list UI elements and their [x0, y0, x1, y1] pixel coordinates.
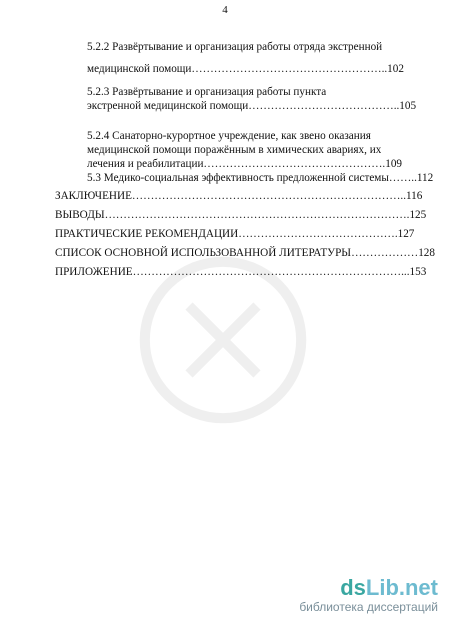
toc-line: 5.2.2 Развёртывание и организация работы отряда экстренной — [87, 41, 383, 53]
toc-line: 5.2.4 Санаторно-курортное учреждение, как звено оказания — [87, 130, 371, 142]
watermark-icon — [138, 255, 308, 425]
toc-line: экстренной медицинской помощи…………………………………..105 — [87, 100, 417, 112]
toc-line: ПРИЛОЖЕНИЕ………………………………………………………………...153 — [55, 266, 427, 278]
toc-line: ПРАКТИЧЕСКИЕ РЕКОМЕНДАЦИИ…………………………………….127 — [55, 228, 415, 240]
toc-line: медицинской помощи поражённым в химических авариях, их — [87, 144, 382, 156]
dslib-logo[interactable] — [299, 577, 438, 614]
toc-line: СПИСОК ОСНОВНОЙ ИСПОЛЬЗОВАННОЙ ЛИТЕРАТУРЫ………………128 — [55, 247, 435, 259]
toc-line: медицинской помощи……………………………………………..102 — [87, 63, 404, 75]
toc-line: 5.3 Медико-социальная эффективность предложенной системы……..112 — [87, 172, 434, 184]
page-number: 4 — [222, 4, 228, 16]
toc-line: 5.2.3 Развёртывание и организация работы пункта — [87, 86, 327, 98]
toc-line: ВЫВОДЫ……………………………………………………………………….125 — [55, 209, 427, 221]
logo-brand: dsLib.net — [340, 575, 438, 600]
toc-line: ЗАКЛЮЧЕНИЕ………………………………………………………………..116 — [55, 190, 423, 202]
logo-subtitle: библиотека диссертаций — [299, 600, 438, 614]
toc-line: лечения и реабилитации………………………………………….109 — [87, 158, 403, 170]
